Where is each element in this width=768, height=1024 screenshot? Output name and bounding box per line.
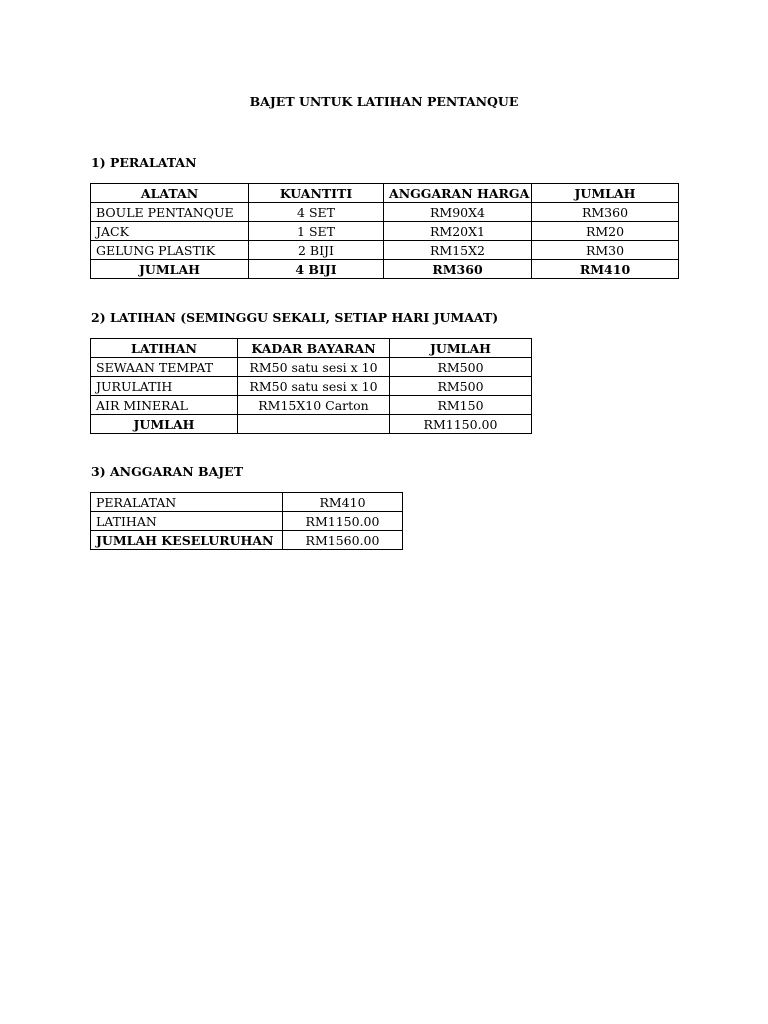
table-total-row (91, 415, 532, 434)
total-cell: RM1150.00 (390, 415, 532, 434)
total-cell: RM1560.00 (283, 531, 403, 550)
column-header: JUMLAH (532, 184, 679, 203)
total-label: JUMLAH (91, 260, 249, 279)
table-cell: RM90X4 (384, 203, 532, 222)
table-header-row (91, 184, 679, 203)
table-row (91, 396, 532, 415)
table-cell: JACK (91, 222, 249, 241)
column-header: ALATAN (91, 184, 249, 203)
total-cell: RM410 (532, 260, 679, 279)
table-cell: SEWAAN TEMPAT (91, 358, 238, 377)
table-cell: 4 SET (249, 203, 384, 222)
table-cell: RM150 (390, 396, 532, 415)
table-cell: RM500 (390, 377, 532, 396)
table-cell: 2 BIJI (249, 241, 384, 260)
table-header-row (91, 339, 532, 358)
table-row (91, 222, 679, 241)
table-row (91, 358, 532, 377)
table-latihan (90, 338, 532, 434)
table-anggaran-bajet (90, 492, 403, 550)
table-cell: RM360 (532, 203, 679, 222)
section-heading-peralatan: 1) PERALATAN (91, 155, 197, 170)
table-cell: RM500 (390, 358, 532, 377)
table-cell: RM50 satu sesi x 10 (238, 358, 390, 377)
table-cell: RM15X10 Carton (238, 396, 390, 415)
column-header: KADAR BAYARAN (238, 339, 390, 358)
total-label: JUMLAH (91, 415, 238, 434)
table-row (91, 377, 532, 396)
table-row (91, 241, 679, 260)
table-cell: RM410 (283, 493, 403, 512)
table-cell: BOULE PENTANQUE (91, 203, 249, 222)
table-row (91, 203, 679, 222)
total-label: JUMLAH KESELURUHAN (91, 531, 283, 550)
section-heading-latihan: 2) LATIHAN (SEMINGGU SEKALI, SETIAP HARI JUMAAT) (91, 310, 499, 325)
column-header: JUMLAH (390, 339, 532, 358)
table-cell: RM1150.00 (283, 512, 403, 531)
section-heading-anggaran-bajet: 3) ANGGARAN BAJET (91, 464, 244, 479)
table-row (91, 493, 403, 512)
column-header: ANGGARAN HARGA (384, 184, 532, 203)
table-cell: RM20X1 (384, 222, 532, 241)
table-cell: RM30 (532, 241, 679, 260)
table-cell: GELUNG PLASTIK (91, 241, 249, 260)
table-cell: JURULATIH (91, 377, 238, 396)
page-title: BAJET UNTUK LATIHAN PENTANQUE (249, 94, 519, 109)
table-cell: 1 SET (249, 222, 384, 241)
table-total-row (91, 260, 679, 279)
column-header: KUANTITI (249, 184, 384, 203)
column-header: LATIHAN (91, 339, 238, 358)
table-cell: PERALATAN (91, 493, 283, 512)
table-row (91, 512, 403, 531)
table-cell: AIR MINERAL (91, 396, 238, 415)
total-cell (238, 415, 390, 434)
table-peralatan (90, 183, 679, 279)
total-cell: 4 BIJI (249, 260, 384, 279)
table-total-row (91, 531, 403, 550)
total-cell: RM360 (384, 260, 532, 279)
table-cell: LATIHAN (91, 512, 283, 531)
table-cell: RM50 satu sesi x 10 (238, 377, 390, 396)
table-cell: RM20 (532, 222, 679, 241)
table-cell: RM15X2 (384, 241, 532, 260)
